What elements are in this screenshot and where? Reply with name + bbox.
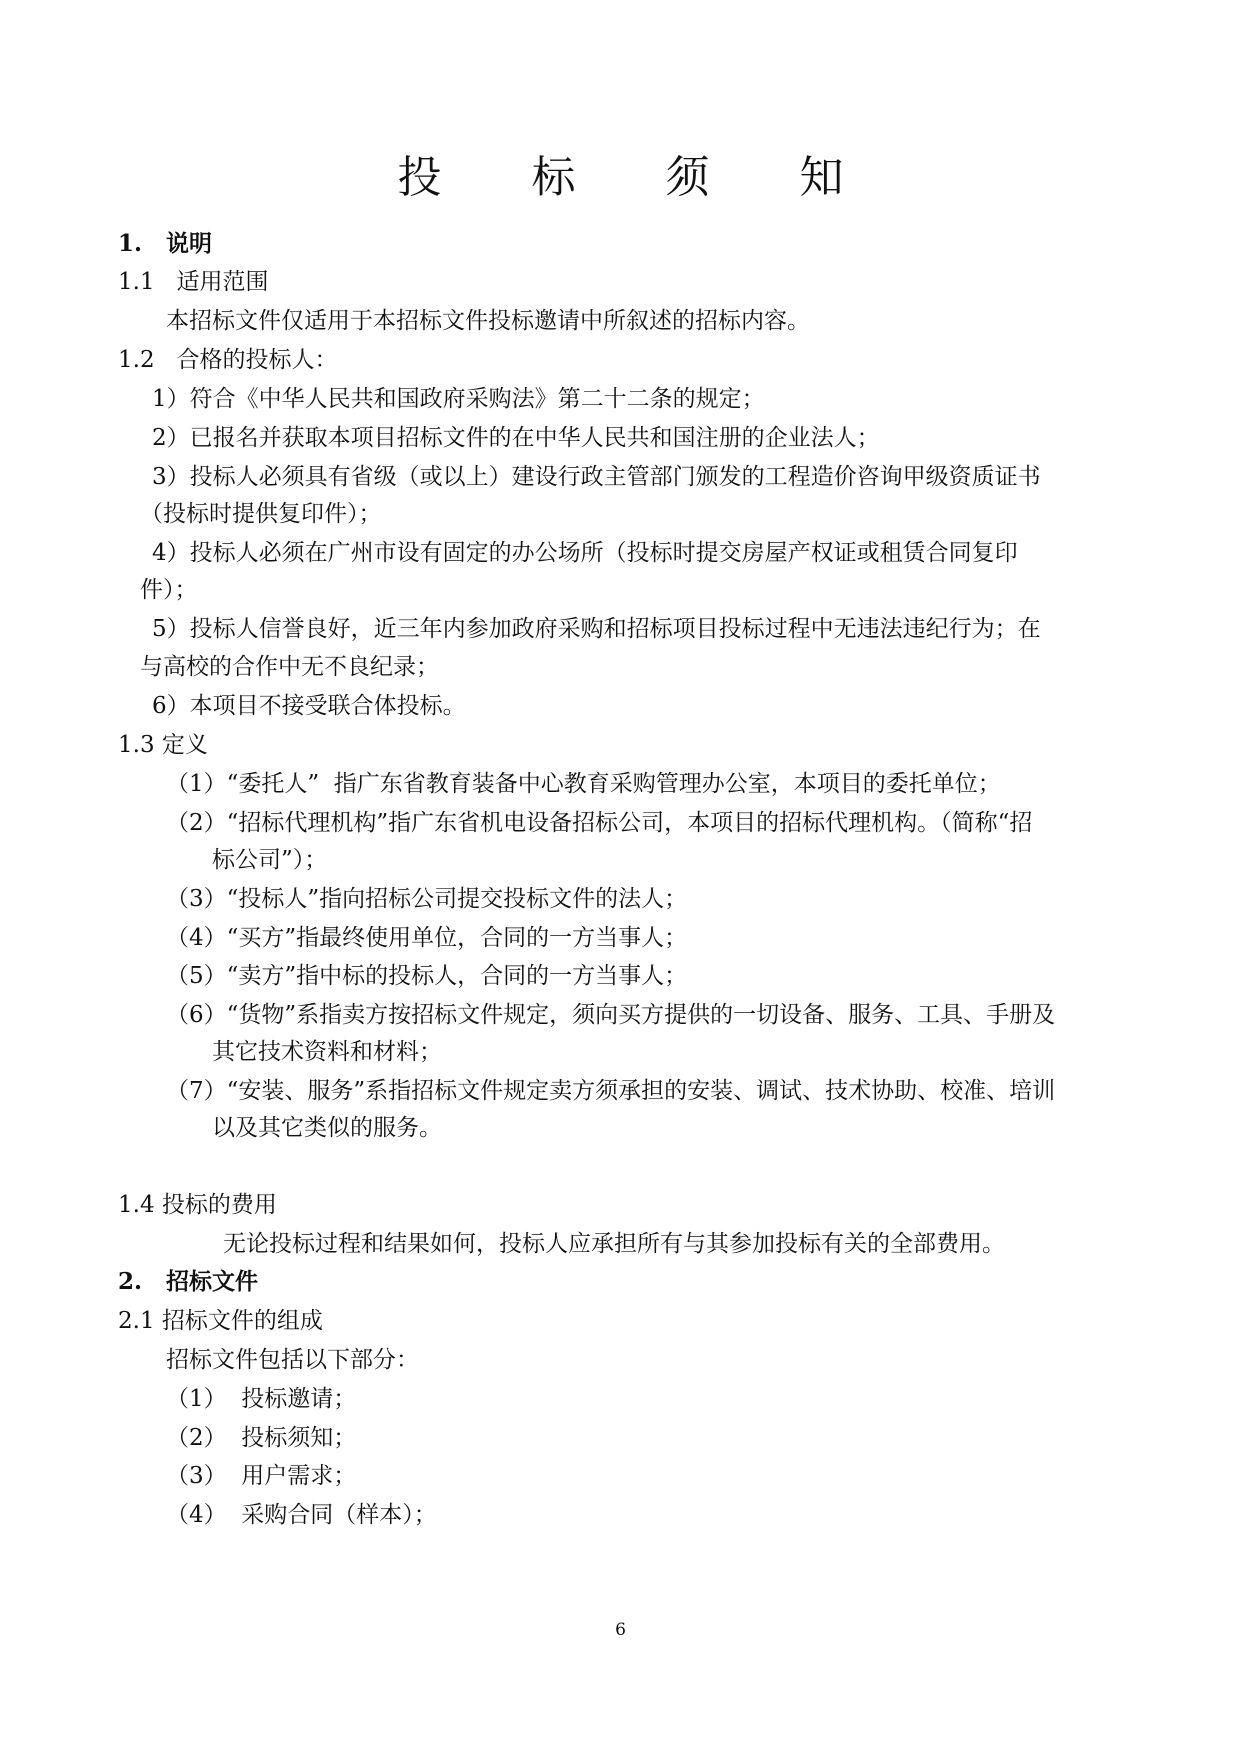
definition-item: （6）“货物”系指卖方按招标文件规定，须向买方提供的一切设备、服务、工具、手册及	[166, 1002, 1056, 1028]
definition-item-continued: 其它技术资料和材料；	[212, 1039, 442, 1065]
paragraph: 无论投标过程和结果如何，投标人应承担所有与其参加投标有关的全部费用。	[223, 1231, 1005, 1257]
page-number: 6	[615, 1620, 626, 1640]
definition-item: （5）“卖方”指中标的投标人，合同的一方当事人；	[166, 963, 688, 989]
list-item: 5）投标人信誉良好，近三年内参加政府采购和招标项目投标过程中无违法违纪行为；在	[152, 616, 1041, 642]
list-item: 6）本项目不接受联合体投标。	[152, 693, 466, 719]
subsection-heading-1-3: 1.3 定义	[118, 732, 208, 758]
list-item-continued: （投标时提供复印件）；	[140, 501, 382, 527]
definition-item: （3）“投标人”指向招标公司提交投标文件的法人；	[166, 886, 688, 912]
list-item: 4）投标人必须在广州市设有固定的办公场所（投标时提交房屋产权证或租赁合同复印	[152, 540, 1018, 566]
list-item-continued: 与高校的合作中无不良纪录；	[140, 654, 439, 680]
section-heading-1: 1. 说明	[118, 230, 213, 257]
list-item: 1）符合《中华人民共和国政府采购法》第二十二条的规定；	[152, 386, 765, 412]
list-item-continued: 件）；	[140, 577, 198, 603]
subsection-heading-1-2: 1.2 合格的投标人：	[118, 347, 338, 373]
subsection-heading-2-1: 2.1 招标文件的组成	[118, 1308, 323, 1334]
subsection-heading-1-4: 1.4 投标的费用	[118, 1192, 277, 1218]
list-item: （3） 用户需求；	[166, 1463, 357, 1489]
definition-item-continued: 标公司”）；	[212, 847, 328, 873]
definition-item: （2）“招标代理机构”指广东省机电设备招标公司，本项目的招标代理机构。（简称“招	[166, 810, 1033, 836]
definition-item: （4）“买方”指最终使用单位，合同的一方当事人；	[166, 925, 688, 951]
list-item: （1） 投标邀请；	[166, 1386, 357, 1412]
definition-item-continued: 以及其它类似的服务。	[212, 1115, 442, 1141]
subsection-heading-1-1: 1.1 适用范围	[118, 269, 269, 295]
paragraph: 招标文件包括以下部分：	[166, 1347, 419, 1373]
list-item: 3）投标人必须具有省级（或以上）建设行政主管部门颁发的工程造价咨询甲级资质证书	[152, 464, 1041, 490]
list-item: 2）已报名并获取本项目招标文件的在中华人民共和国注册的企业法人；	[152, 425, 880, 451]
definition-item: （7）“安装、服务”系指招标文件规定卖方须承担的安装、调试、技术协助、校准、培训	[166, 1078, 1056, 1104]
section-heading-2: 2. 招标文件	[118, 1268, 259, 1295]
paragraph: 本招标文件仅适用于本招标文件投标邀请中所叙述的招标内容。	[166, 308, 810, 334]
document-title: 投 标 须 知	[397, 152, 882, 203]
list-item: （2） 投标须知；	[166, 1425, 357, 1451]
definition-item: （1）“委托人” 指广东省教育装备中心教育采购管理办公室，本项目的委托单位；	[166, 771, 1001, 797]
list-item: （4） 采购合同（样本）；	[166, 1502, 437, 1528]
